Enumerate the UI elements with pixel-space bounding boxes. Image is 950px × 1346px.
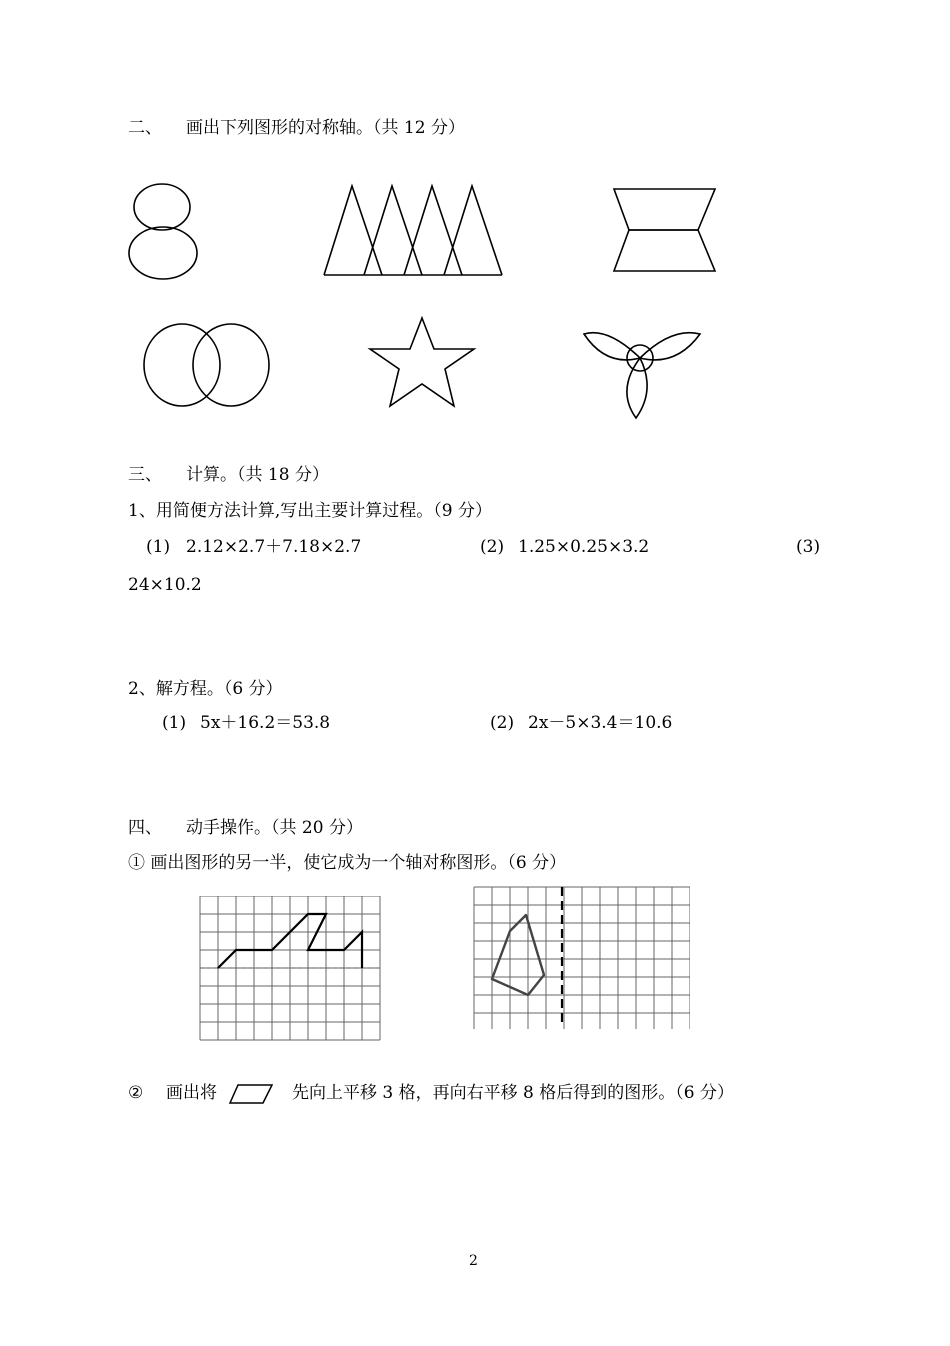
section-2-number: 二、 (128, 118, 162, 138)
operation-1-title: ① 画出图形的另一半，使它成为一个轴对称图形。（6 分） (128, 853, 567, 873)
figure-eight-shape (124, 180, 204, 284)
operation-2-text-after: 先向上平移 3 格，再向右平移 8 格后得到的图形。（6 分） (292, 1083, 734, 1103)
calc-1-expression: 2.12×2.7＋7.18×2.7 (186, 537, 362, 557)
star-shape (364, 314, 480, 412)
operation-2-marker: ② (128, 1083, 144, 1103)
question-2-title: 2、解方程。（6 分） (128, 679, 283, 699)
grid-half-zigzag (198, 896, 382, 1042)
question-1-title: 1、用简便方法计算,写出主要计算过程。（9 分） (128, 501, 492, 521)
trapezoid-pair-shape (609, 184, 721, 276)
calc-1-label: (1) (146, 537, 171, 557)
four-triangles-shape (320, 182, 508, 280)
section-4-number: 四、 (128, 818, 162, 838)
section-3-title: 计算。（共 18 分） (186, 465, 329, 485)
section-2-title: 画出下列图形的对称轴。（共 12 分） (186, 118, 465, 138)
page-number: 2 (469, 1253, 478, 1269)
equation-1-label: (1) (162, 713, 187, 733)
operation-2-text-before: 画出将 (166, 1083, 217, 1103)
equation-2-label: (2) (490, 713, 515, 733)
calc-2-expression: 1.25×0.25×3.2 (518, 537, 650, 557)
grid-polygon-axis (472, 883, 690, 1029)
parallelogram-shape (228, 1083, 274, 1105)
calc-2-label: (2) (480, 537, 505, 557)
section-3-number: 三、 (128, 465, 162, 485)
equation-2-expression: 2x－5×3.4＝10.6 (528, 713, 673, 733)
section-4-title: 动手操作。（共 20 分） (186, 818, 363, 838)
calc-3-label: (3) (796, 537, 821, 557)
three-leaf-shape (578, 322, 706, 422)
overlapping-circles-shape (138, 318, 276, 412)
equation-1-expression: 5x＋16.2＝53.8 (200, 713, 331, 733)
calc-3-expression: 24×10.2 (128, 575, 202, 595)
